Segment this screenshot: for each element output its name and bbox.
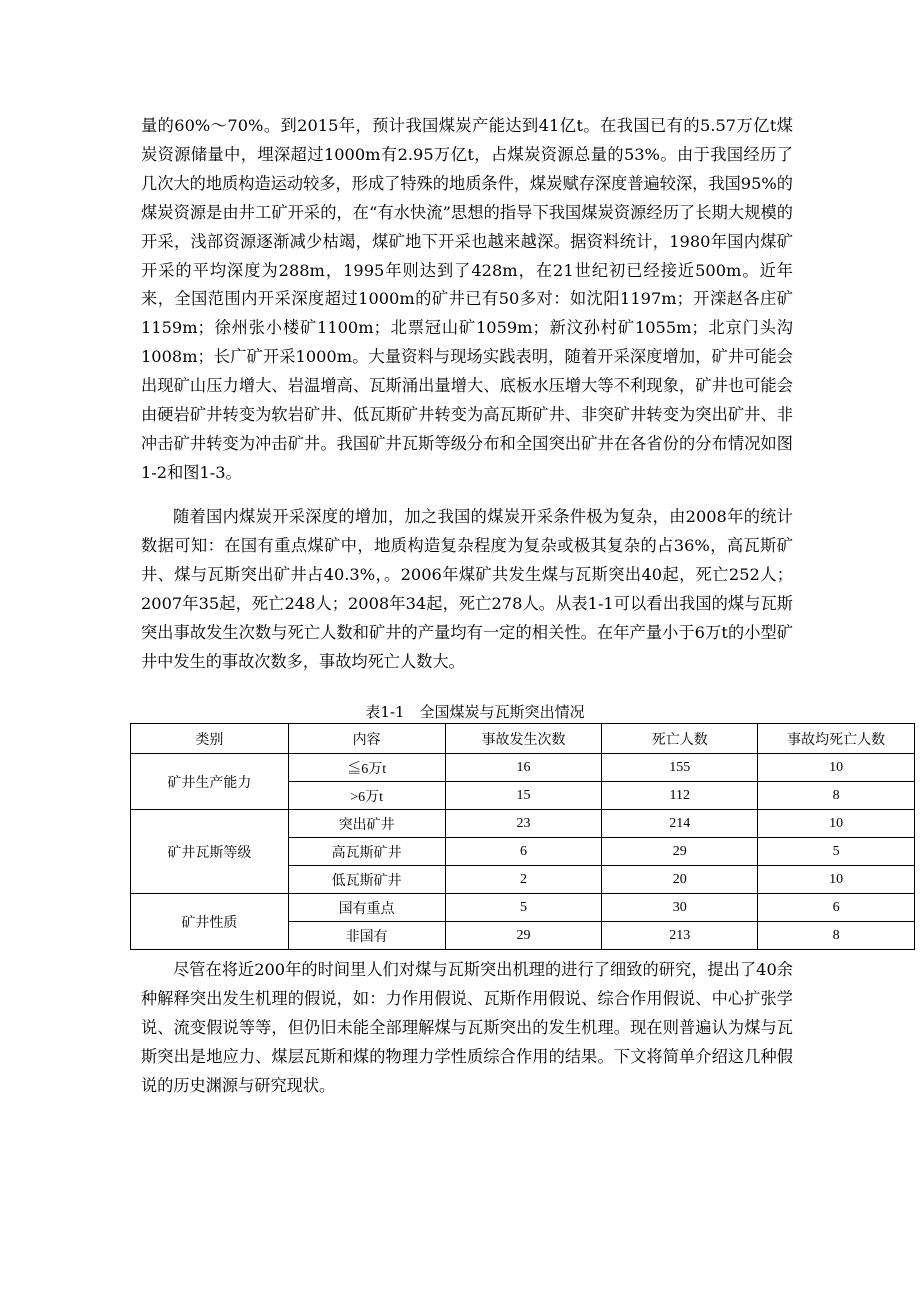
category-cell: 矿井生产能力 — [131, 754, 289, 810]
category-cell: 矿井瓦斯等级 — [131, 810, 289, 894]
accident-count-cell: 2 — [445, 866, 602, 894]
table-caption: 表1-1 全国煤炭与瓦斯突出情况 — [365, 703, 585, 721]
content-cell: 国有重点 — [288, 894, 445, 922]
content-cell: 高瓦斯矿井 — [288, 838, 445, 866]
content-cell: 低瓦斯矿井 — [288, 866, 445, 894]
accident-count-cell: 16 — [445, 754, 602, 782]
death-count-cell: 30 — [602, 894, 758, 922]
content-cell: 突出矿井 — [288, 810, 445, 838]
death-count-cell: 29 — [602, 838, 758, 866]
header-content: 内容 — [288, 724, 445, 754]
accident-count-cell: 23 — [445, 810, 602, 838]
content-cell: 非国有 — [288, 922, 445, 950]
outburst-table — [130, 723, 915, 950]
table-row — [131, 894, 915, 922]
paragraph-coal-depth: 量的60%～70%。到2015年，预计我国煤炭产能达到41亿t。在我国已有的5.57万亿t煤炭资源储量中，埋深超过1000m有2.95万亿t，占煤炭资源总量的53%。由于我国经历了几次大的地质构造运动较多，形成了特殊的地质条件，煤炭赋存深度普遍较深，我国95%的煤炭资源是由井工矿开采的，在“有水快流”思想的指导下我国煤炭资源经历了长期大规模的开采，浅部资源逐渐减少枯竭，煤矿地下开采也越来越深。据资料统计，1980年国内煤矿开采的平均深度为288m，1995年则达到了428m，在21世纪初已经接近500m。近年来，全国范围内开采深度超过1000m的矿井已有50多对：如沈阳1197m；开滦赵各庄矿1159m；徐州张小楼矿1100m；北票冠山矿1059m；新汶孙村矿1055m；北京门头沟1008m；长广矿开采1000m。大量资料与现场实践表明，随着开采深度增加，矿井可能会出现矿山压力增大、岩温增高、瓦斯涌出量增大、底板水压增大等不利现象，矿井也可能会由硬岩矿井转变为软岩矿井、低瓦斯矿井转变为高瓦斯矿井、非突矿井转变为突出矿井、非冲击矿井转变为冲击矿井。我国矿井瓦斯等级分布和全国突出矿井在各省份的分布情况如图1-2和图1-3。 — [141, 116, 793, 482]
deaths-per-accident-cell: 10 — [758, 810, 915, 838]
death-count-cell: 112 — [602, 782, 758, 810]
table-row — [131, 754, 915, 782]
paragraph-outburst-mechanism: 尽管在将近200年的时间里人们对煤与瓦斯突出机理的进行了细致的研究，提出了40余种解释突出发生机理的假说，如：力作用假说、瓦斯作用假说、综合作用假说、中心扩张学说、流变假说等等，但仍旧未能全部理解煤与瓦斯突出的发生机理。现在则普遍认为煤与瓦斯突出是地应力、煤层瓦斯和煤的物理力学性质综合作用的结果。下文将简单介绍这几种假说的历史渊源与研究现状。 — [141, 960, 793, 1095]
accident-count-cell: 5 — [445, 894, 602, 922]
deaths-per-accident-cell: 5 — [758, 838, 915, 866]
content-cell: >6万t — [288, 782, 445, 810]
table-header-row — [131, 724, 915, 754]
header-deaths-per-accident: 事故均死亡人数 — [758, 724, 915, 754]
death-count-cell: 214 — [602, 810, 758, 838]
header-accident-count: 事故发生次数 — [445, 724, 602, 754]
category-cell: 矿井性质 — [131, 894, 289, 950]
deaths-per-accident-cell: 8 — [758, 922, 915, 950]
death-count-cell: 213 — [602, 922, 758, 950]
accident-count-cell: 29 — [445, 922, 602, 950]
death-count-cell: 20 — [602, 866, 758, 894]
accident-count-cell: 6 — [445, 838, 602, 866]
table-row — [131, 810, 915, 838]
deaths-per-accident-cell: 6 — [758, 894, 915, 922]
paragraph-outburst-statistics: 随着国内煤炭开采深度的增加，加之我国的煤炭开采条件极为复杂，由2008年的统计数据可知：在国有重点煤矿中，地质构造复杂程度为复杂或极其复杂的占36%，高瓦斯矿井、煤与瓦斯突出矿井占40.3%，。2006年煤矿共发生煤与瓦斯突出40起，死亡252人；2007年35起，死亡248人；2008年34起，死亡278人。从表1-1可以看出我国的煤与瓦斯突出事故发生次数与死亡人数和矿井的产量均有一定的相关性。在年产量小于6万t的小型矿井中发生的事故次数多，事故均死亡人数大。 — [141, 507, 793, 671]
deaths-per-accident-cell: 10 — [758, 866, 915, 894]
deaths-per-accident-cell: 10 — [758, 754, 915, 782]
header-category: 类别 — [131, 724, 289, 754]
deaths-per-accident-cell: 8 — [758, 782, 915, 810]
accident-count-cell: 15 — [445, 782, 602, 810]
header-death-count: 死亡人数 — [602, 724, 758, 754]
death-count-cell: 155 — [602, 754, 758, 782]
content-cell: ≦6万t — [288, 754, 445, 782]
